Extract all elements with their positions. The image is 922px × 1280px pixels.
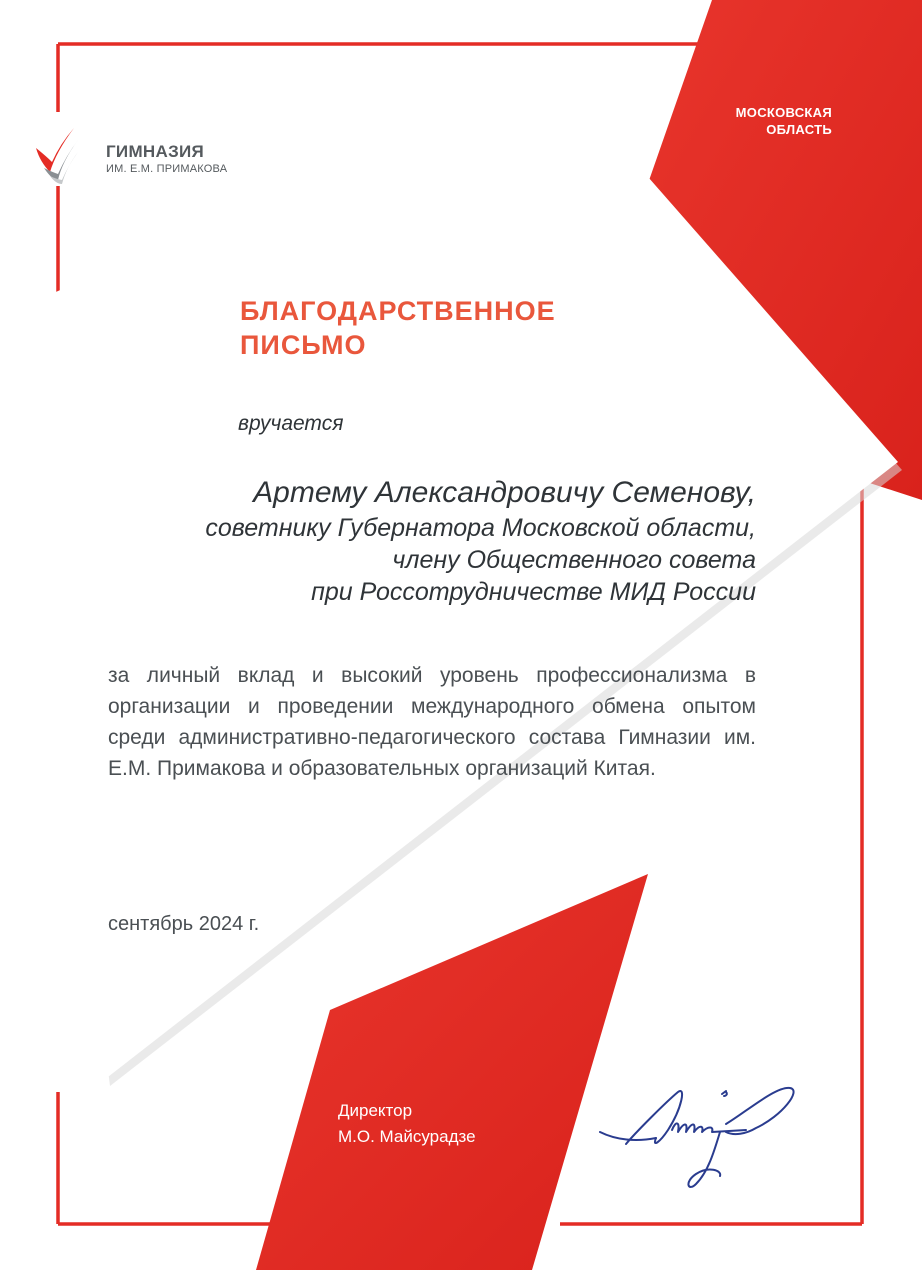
- logo-subtitle: ИМ. Е.М. ПРИМАКОВА: [106, 163, 228, 175]
- handed-to-label: вручается: [238, 412, 344, 435]
- recipient-block: [205, 474, 756, 608]
- signatory-block: [338, 1098, 476, 1150]
- region-label: [736, 104, 832, 138]
- recipient-role-3: при Россотрудничестве МИД России: [311, 578, 756, 606]
- recipient-name: Артему Александровичу Семенову,: [253, 476, 756, 509]
- document-title: [240, 294, 556, 362]
- region-line-1: МОСКОВСКАЯ: [735, 105, 832, 120]
- bottom-red-band: [256, 874, 648, 1270]
- signatory-name: М.О. Майсурадзе: [338, 1127, 476, 1146]
- region-line-2: ОБЛАСТЬ: [766, 122, 832, 137]
- issue-date: сентябрь 2024 г.: [108, 913, 260, 935]
- title-line-2: ПИСЬМО: [240, 330, 367, 360]
- title-line-1: БЛАГОДАРСТВЕННОЕ: [240, 296, 556, 326]
- award-reason: за личный вклад и высокий уровень профессионализма в организации и проведении международного обмена опытом среди административно-педагогического состава Гимназии им. Е.М. Примакова и образовательных организаций Китая.: [108, 664, 756, 780]
- logo-title: ГИМНАЗИЯ: [106, 142, 205, 161]
- recipient-role-1: советнику Губернатора Московской области,: [205, 514, 756, 542]
- signatory-position: Директор: [338, 1101, 413, 1120]
- handwritten-signature: [596, 1072, 806, 1202]
- recipient-role-2: члену Общественного совета: [392, 546, 756, 574]
- checkmark-swoosh-icon: [30, 122, 78, 184]
